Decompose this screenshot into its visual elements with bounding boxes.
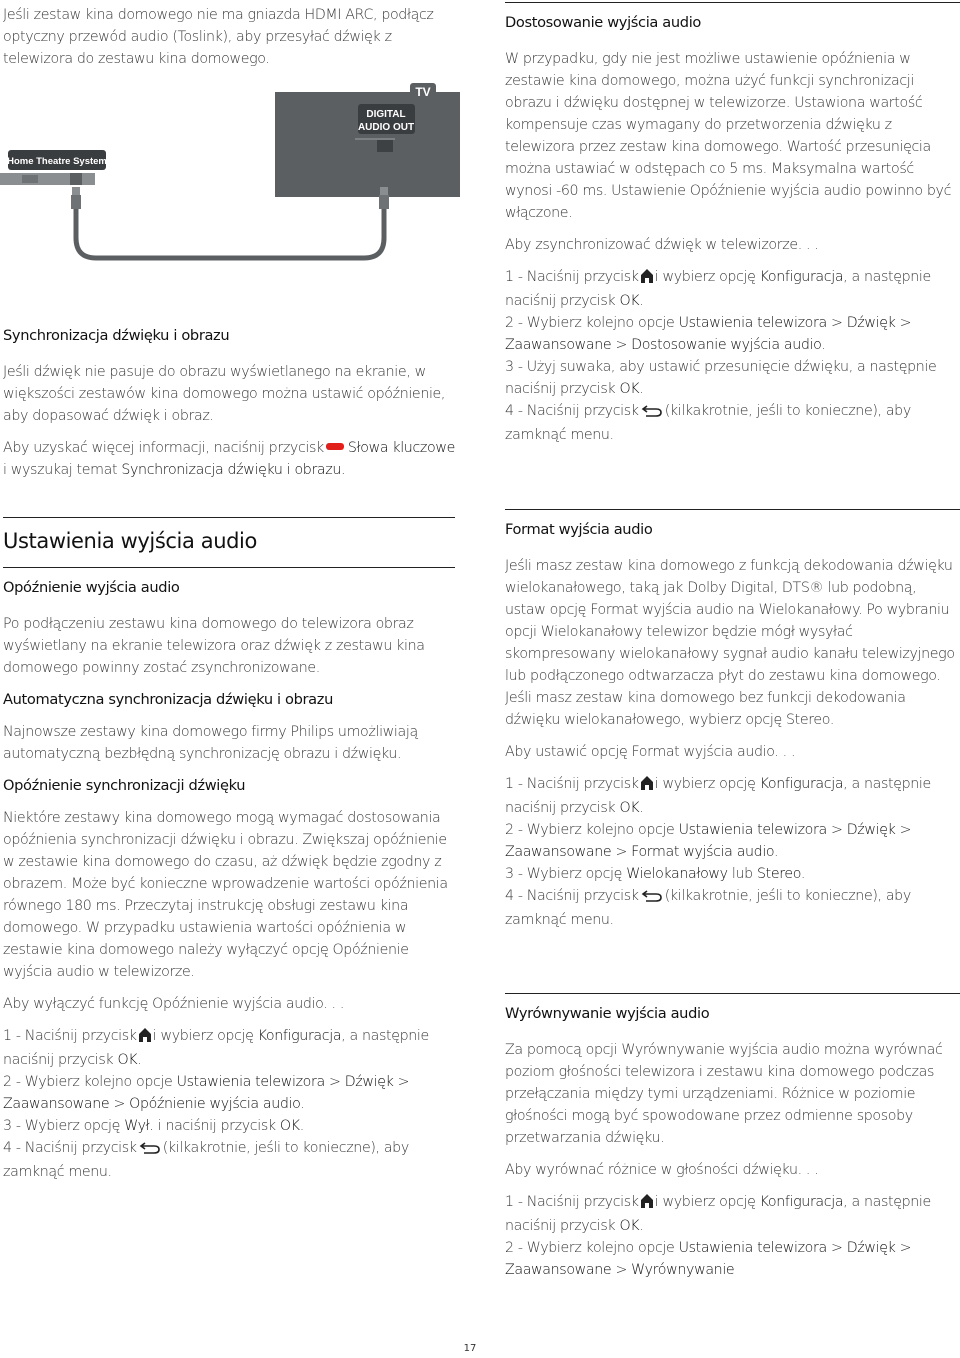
keywords-option: Słowa kluczowe <box>347 440 455 456</box>
intro-paragraph: Jeśli zestaw kina domowego nie ma gniazda HDMI ARC, podłącz optyczny przewód audio (Toslink), aby przesyłać dźwięk z telewizora do zestawu kina domowego. <box>3 7 434 67</box>
optical-cable <box>76 208 384 258</box>
step-2: 2 - Wybierz kolejno opcje Ustawienia telewizora > Dźwięk > Zaawansowane > Opóźnienie wyjścia audio. <box>3 1074 410 1112</box>
sync-paragraph-1: Jeśli dźwięk nie pasuje do obrazu wyświetlanego na ekranie, w większości zestawów kina domowego można ustawić opóźnienie, aby dopasować dźwięk i obraz. <box>3 364 446 424</box>
format-steps <box>505 773 960 931</box>
home-icon <box>641 268 653 290</box>
step-4: 4 - Naciśnij przycisk (kilkakrotnie, jeśli to konieczne), aby zamknąć menu. <box>505 403 911 443</box>
delay-paragraph: Po podłączeniu zestawu kina domowego do telewizora obraz wyświetlany na ekranie telewizora oraz dźwięk z zestawu kina domowego powinny zostać zsynchronizowane. <box>3 616 425 676</box>
sync-delay-paragraph: Niektóre zestawy kina domowego mogą wymagać dostosowania opóźnienia synchronizacji dźwięku i obrazu. Zwiększaj opóźnienie w zestawie kina domowego do czasu, aż dźwięk będzie zgodny z obrazem. Może być konieczne wprowadzenie wartości opóźnienia równego 180 ms. Przeczytaj instrukcję obsługi zestawu kina domowego. W przypadku ustawienia wartości opóźnienia w zestawie kina domowego należy wyłączyć opcję Opóźnienie wyjścia audio w telewizorze. <box>3 810 448 980</box>
section-title: Ustawienia wyjścia audio <box>3 529 257 553</box>
sync-heading: Synchronizacja dźwięku i obrazu <box>3 327 230 344</box>
adjust-paragraph-1: W przypadku, gdy nie jest możliwe ustawienie opóźnienia w zestawie kina domowego, można użyć funkcji synchronizacji obrazu i dźwięku dostępnej w telewizorze. Ustawiona wartość kompensuje czas wymagany do przetworzenia dźwięku z telewizora przez zestaw kina domowego. Wartość przesunięcia można ustawiać w odstępach co 5 ms. Maksymalna wartość wynosi -60 ms. Ustawienie Opóźnienie wyjścia audio powinno być włączone. <box>505 51 952 221</box>
back-icon <box>139 1139 161 1161</box>
sync-topic: Synchronizacja dźwięku i obrazu. <box>121 462 346 478</box>
right-top-column <box>505 12 960 446</box>
adjust-heading: Dostosowanie wyjścia audio <box>505 14 701 31</box>
leveling-intro: Aby wyrównać różnice w głośności dźwięku. . . <box>505 1162 819 1178</box>
auto-sync-heading: Automatyczna synchronizacja dźwięku i obrazu <box>3 691 333 708</box>
step-4: 4 - Naciśnij przycisk (kilkakrotnie, jeśli to konieczne), aby zamknąć menu. <box>3 1140 409 1180</box>
format-section <box>505 519 960 931</box>
delay-heading: Opóźnienie wyjścia audio <box>3 579 180 596</box>
step-1: 1 - Naciśnij przycisk i wybierz opcję Konfiguracja, a następnie naciśnij przycisk OK. <box>505 269 931 309</box>
step-1: 1 - Naciśnij przycisk i wybierz opcję Konfiguracja, a następnie naciśnij przycisk OK. <box>3 1028 429 1068</box>
step-3: 3 - Wybierz opcję Wielokanałowy lub Stereo. <box>505 866 806 882</box>
tv-label: TV <box>415 85 431 99</box>
home-icon <box>139 1027 151 1049</box>
sync-text-a: Aby uzyskać więcej informacji, naciśnij przycisk <box>3 440 324 456</box>
disable-intro: Aby wyłączyć funkcję Opóźnienie wyjścia audio. . . <box>3 996 344 1012</box>
home-icon <box>641 1193 653 1215</box>
sync-delay-heading: Opóźnienie synchronizacji dźwięku <box>3 777 246 794</box>
back-icon <box>641 402 663 424</box>
home-icon <box>641 775 653 797</box>
back-icon <box>641 887 663 909</box>
hts-label: Home Theatre System <box>7 156 107 167</box>
step-1: 1 - Naciśnij przycisk i wybierz opcję Konfiguracja, a następnie naciśnij przycisk OK. <box>505 1194 931 1234</box>
connection-diagram <box>0 80 460 280</box>
left-top-column <box>3 4 458 70</box>
red-key-icon <box>326 443 344 450</box>
step-2: 2 - Wybierz kolejno opcje Ustawienia telewizora > Dźwięk > Zaawansowane > Format wyjścia audio. <box>505 822 912 860</box>
adjust-paragraph-2: Aby zsynchronizować dźwięk w telewizorze. . . <box>505 237 819 253</box>
right-top-rule <box>505 2 960 3</box>
right-bottom-rule-1 <box>505 509 960 510</box>
step-1: 1 - Naciśnij przycisk i wybierz opcję Konfiguracja, a następnie naciśnij przycisk OK. <box>505 776 931 816</box>
format-paragraph: Jeśli masz zestaw kina domowego z funkcją dekodowania dźwięku wielokanałowego, taką jak Dolby Digital, DTS® lub podobną, ustaw opcję Format wyjścia audio na Wielokanałowy. Po wybraniu opcji Wielokanałowy telewizor będzie mógł wysyłać skompresowany wielokanałowy sygnał audio kanału telewizyjnego lub podłączonego odtwarzacza płyt do zestawu kina domowego. Jeśli masz zestaw kina domowego bez funkcji dekodowania dźwięku wielokanałowego, wybierz opcję Stereo. <box>505 558 955 728</box>
step-3: 3 - Użyj suwaka, aby ustawić przesunięcie dźwięku, a następnie naciśnij przycisk OK. <box>505 359 937 397</box>
format-intro: Aby ustawić opcję Format wyjścia audio. . . <box>505 744 796 760</box>
leveling-steps <box>505 1191 960 1281</box>
right-bottom-rule-2 <box>505 993 960 994</box>
left-bottom-rule-top <box>3 517 455 518</box>
auto-sync-paragraph: Najnowsze zestawy kina domowego firmy Philips umożliwiają automatyczną bezbłędną synchronizację obrazu i dźwięku. <box>3 724 418 762</box>
disable-steps <box>3 1025 458 1183</box>
step-2: 2 - Wybierz kolejno opcje Ustawienia telewizora > Dźwięk > Zaawansowane > Dostosowanie wyjścia audio. <box>505 315 912 353</box>
sync-text-b: i wyszukaj temat <box>3 462 118 478</box>
sync-paragraph-2 <box>3 437 458 481</box>
tv-port <box>377 140 393 152</box>
page-number: 17 <box>463 1343 477 1354</box>
leveling-paragraph: Za pomocą opcji Wyrównywanie wyjścia audio można wyrównać poziom głośności telewizora i zestawu kina domowego podczas przełączania między tymi urządzeniami. Różnice w poziomie głośności mogą być spowodowane przez odmienne sposoby przetwarzania dźwięku. <box>505 1042 943 1146</box>
step-2: 2 - Wybierz kolejno opcje Ustawienia telewizora > Dźwięk > Zaawansowane > Wyrównywanie <box>505 1240 912 1278</box>
left-bottom-column <box>3 527 458 1183</box>
step-3: 3 - Wybierz opcję Wył. i naciśnij przycisk OK. <box>3 1118 304 1134</box>
step-4: 4 - Naciśnij przycisk (kilkakrotnie, jeśli to konieczne), aby zamknąć menu. <box>505 888 911 928</box>
title-underline <box>3 567 455 568</box>
port-label-1: DIGITAL <box>366 109 406 120</box>
adjust-steps <box>505 266 960 446</box>
port-label-2: AUDIO OUT <box>357 122 415 133</box>
leveling-section <box>505 1003 960 1281</box>
leveling-heading: Wyrównywanie wyjścia audio <box>505 1005 710 1022</box>
sync-section <box>3 325 458 481</box>
format-heading: Format wyjścia audio <box>505 521 653 538</box>
